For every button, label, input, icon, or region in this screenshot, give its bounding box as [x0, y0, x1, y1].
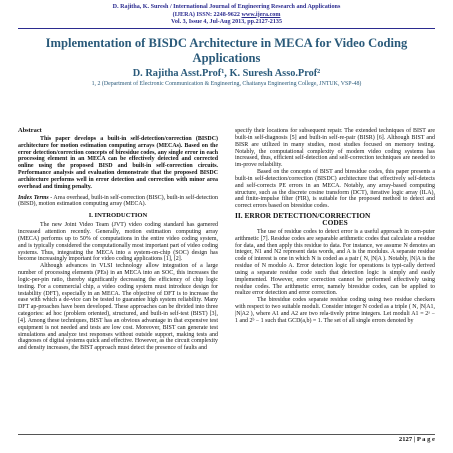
abstract-heading: Abstract	[18, 127, 42, 134]
index-terms	[18, 195, 218, 209]
left-column	[18, 128, 218, 352]
author-affiliation: 1, 2 (Department of Electronic Communication & Engineering, Chaitanya Engineering College, JNTUK, VSP-48)	[91, 81, 362, 88]
right-column	[235, 128, 435, 352]
right-paragraph-2: Based on the concepts of BIST and biresidue codes, this paper presents a built-in self-detection/correction (BISDC) architecture that effectively self-detects and self-corrects PE errors in an MECA. Notably, any array-based computing structure, such as the discrete cosine transform (DCT), iterative logic array (ILA), and finite-impulse filter (FIR), is suitable for the proposed method to detect and correct errors based on biresidue codes.	[235, 169, 435, 210]
header-line-1: D. Rajitha, K. Suresh / International Journal of Engineering Research and Applications	[112, 4, 341, 10]
paper-title: Implementation of BISDC Architecture in MECA for Video Coding Applications	[45, 36, 408, 65]
journal-header	[0, 0, 453, 27]
paper-authors: D. Rajitha Asst.Prof¹, K. Suresh Asso.Prof²	[132, 68, 321, 80]
page-number: 2127 | P a g e	[398, 436, 435, 443]
intro-paragraph-2: Although advances in VLSI technology allow integration of a large number of processing elements (PEs) in an MECA into an SOC, this increases the logic-per-pin ratio, thereby significantly decreasing the efficiency of chip logic testing. For a commercial chip, a video coding system must introduce design for testability (DFT), especially in an MECA. The objective of DFT is to increase the ease with which a de-vice can be tested to guarantee high system reliability. Many DFT ap-proaches have been developed. These approaches can be divided into three categories: ad hoc (problem oriented), structured, and built-in self-test (BIST) [3], [4]. Among these techniques, BIST has an obvious advantage in that expensive test equipment is not needed and tests are low cost. Moreover, BIST can generate test simulations and analyze test responses without outside support, making tests and diagnoses of digital systems quick and effective. However, as the circuit complexity and density increases, the BIST approach must detect the presence of faults and	[18, 263, 218, 352]
header-issn: (IJERA) ISSN: 2248-9622	[172, 11, 242, 18]
two-column-body	[18, 128, 435, 352]
section-2-heading-line-1: II. ERROR DETECTION/CORRECTION	[235, 211, 371, 221]
header-line-2	[0, 12, 453, 20]
header-line-3: Vol. 3, Issue 4, Jul-Aug 2013, pp.2127-2135	[170, 19, 282, 26]
section-2-heading-line-2: CODES	[322, 217, 348, 227]
section-2-paragraph-2: The biresidue codes separate residue coding using two residue checkers with respect to two suitable moduli. Consider integer N coded as a triple ( N, |N|A1, |N|A2 ), where A1 and A2 are two rela-tively prime integers. Let moduli A1 = 2ᵃ − 1 and 2ᵇ − 1 such that GCD(a,b) = 1. The set of all single errors denoted by	[235, 297, 435, 324]
section-1-heading: I. INTRODUCTION	[88, 212, 148, 220]
section-2-heading	[235, 213, 435, 227]
intro-paragraph-1: The new Joint Video Team (JVT) video coding standard has garnered increased attention recently. Generally, motion estimation computing array (MECA) performs up to 50% of computations in the entire video coding system, and is typically considered the computationally most important part of video coding systems. Thus, integrating the MECA into a system-on-chip (SOC) design has become increasingly important for video coding applications [1], [2].	[18, 222, 218, 263]
abstract-body: This paper develops a built-in self-detection/correction (BISDC) architecture for motion estimation computing arrays (MECAs). Based on the error detection/correction concepts of biresidue codes, any single error in each processing element in an MECA can be effectively detected and corrected online using the proposed BISD and built-in self-correction circuits. Performance analysis and evaluation demonstrate that the proposed BISDC architecture performs well in error detection and correction with minor area overhead and timing penalty.	[18, 135, 218, 190]
footer-divider	[18, 434, 435, 435]
index-terms-label: Index Terms	[18, 194, 49, 201]
journal-link[interactable]: www.ijera.com	[241, 11, 281, 18]
right-paragraph-1: specify their locations for subsequent repair. The extended techniques of BIST are built-in self-diagnosis [5] and built-in self-re-pair (BISR) [6]. Although BIST and BISR are utilized in many studies, most studies focused on memory testing. Notably, the computational complexity of modern video coding systems has increased, thus, efficient self-detection and self-correction techniques are needed to im-prove reliability.	[235, 128, 435, 169]
index-terms-body: - Area overhead, built-in self-correction (BISC), built-in self-detection (BISD), motion estimation computing array (MECA).	[18, 194, 218, 208]
section-2-paragraph-1: The use of residue codes to detect error is a useful approach in com-puter arithmetic [7]. Residue codes are separable arithmetic codes that calculate a residue for data, and then apply this residue to data. For instance, we assume N denotes an integer, N1 and N2 represent data words, and A is the modulus. A separate residue code of interest is one in which N is coded as a pair ( N, |N|A ). Notably, |N|A is the residue of N modulo A. Error detection logic for operations is typi-cally derived using a separate residue code such that detection logic is simply and easily implemented. However, error correction cannot be performed effectively using residue codes. The arithmetic error, namely biresidue codes, can be applied to realize error detection and error correction.	[235, 228, 435, 297]
header-divider	[18, 28, 435, 29]
